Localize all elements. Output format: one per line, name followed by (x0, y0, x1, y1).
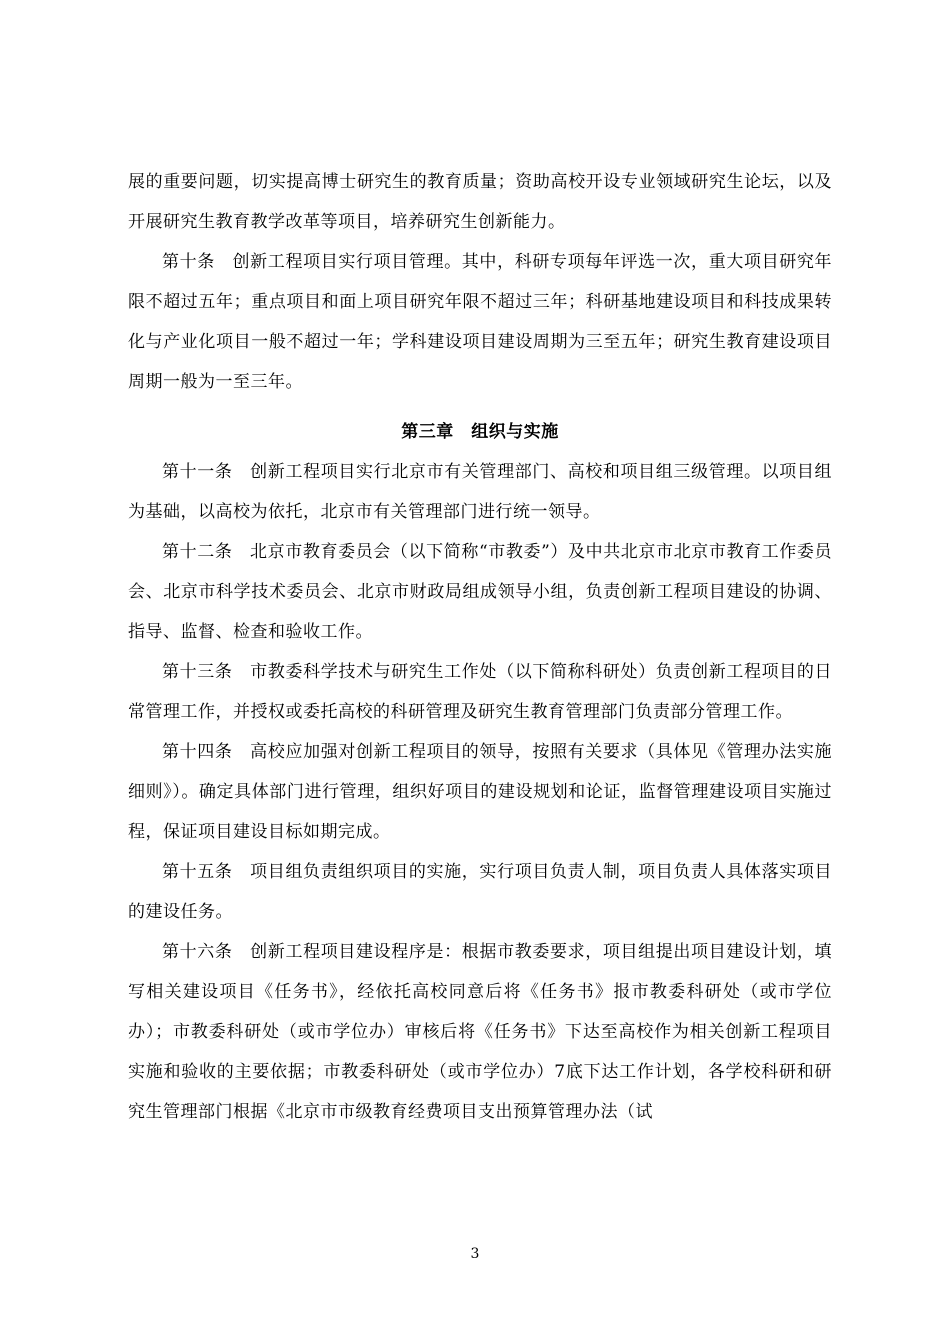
paragraph-continued: 展的重要问题，切实提高博士研究生的教育质量；资助高校开设专业领域研究生论坛，以及开展研究生教育教学改革等项目，培养研究生创新能力。 (128, 172, 832, 232)
article-16: 第十六条 创新工程项目建设程序是：根据市教委要求，项目组提出项目建设计划，填写相关建设项目《任务书》，经依托高校同意后将《任务书》报市教委科研处（或市学位办）；市教委科研处（或市学位办）审核后将《任务书》下达至高校作为相关创新工程项目实施和验收的主要依据；市教委科研处（或市学位办）7底下达工作计划，各学校科研和研究生管理部门根据《北京市市级教育经费项目支出预算管理办法（试 (128, 942, 832, 1122)
article-12: 第十二条 北京市教育委员会（以下简称“市教委”）及中共北京市北京市教育工作委员会、北京市科学技术委员会、北京市财政局组成领导小组，负责创新工程项目建设的协调、指导、监督、检查和验收工作。 (128, 542, 832, 642)
article-10: 第十条 创新工程项目实行项目管理。其中，科研专项每年评选一次，重大项目研究年限不超过五年；重点项目和面上项目研究年限不超过三年；科研基地建设项目和科技成果转化与产业化项目一般不超过一年；学科建设项目建设周期为三至五年；研究生教育建设项目周期一般为一至三年。 (128, 252, 832, 392)
chapter-title: 第三章 组织与实施 (401, 422, 559, 442)
document-body (128, 162, 832, 1132)
page-number: 3 (470, 1246, 480, 1262)
article-13: 第十三条 市教委科学技术与研究生工作处（以下简称科研处）负责创新工程项目的日常管理工作，并授权或委托高校的科研管理及研究生教育管理部门负责部分管理工作。 (128, 662, 832, 722)
article-14: 第十四条 高校应加强对创新工程项目的领导，按照有关要求（具体见《管理办法实施细则》）。确定具体部门进行管理，组织好项目的建设规划和论证，监督管理建设项目实施过程，保证项目建设目标如期完成。 (128, 742, 832, 842)
article-11: 第十一条 创新工程项目实行北京市有关管理部门、高校和项目组三级管理。以项目组为基础，以高校为依托，北京市有关管理部门进行统一领导。 (128, 462, 832, 522)
article-15: 第十五条 项目组负责组织项目的实施，实行项目负责人制，项目负责人具体落实项目的建设任务。 (128, 862, 832, 922)
